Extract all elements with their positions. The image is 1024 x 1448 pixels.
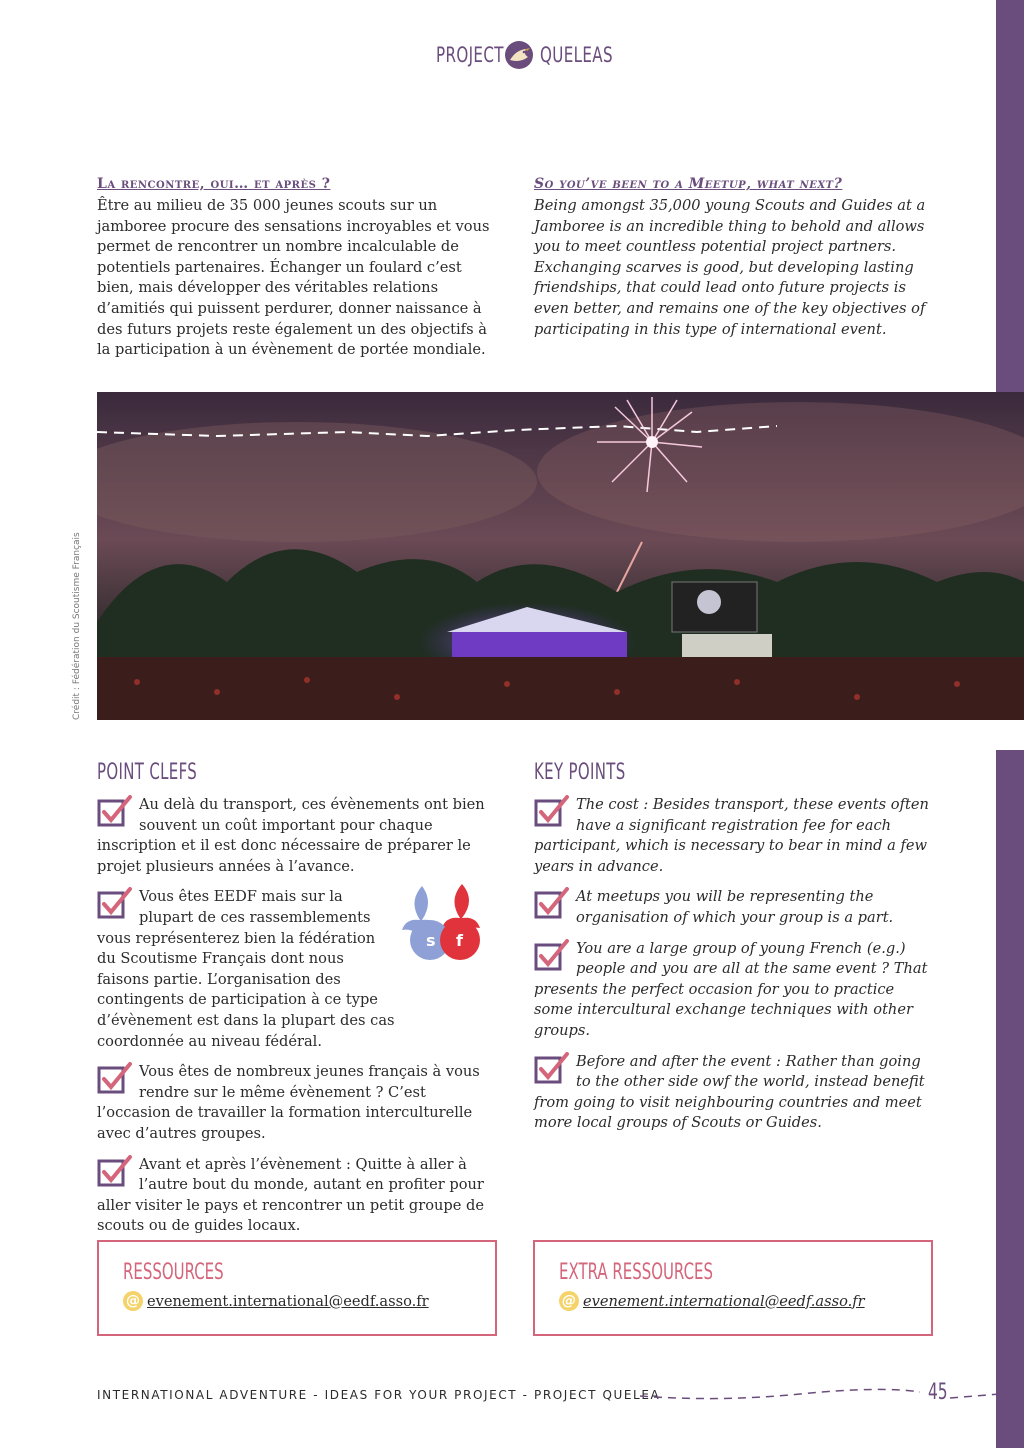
intro-en [534,176,934,340]
checkbox-icon [534,887,570,919]
intro-fr [97,176,497,361]
logo-word-left: PROJECT [436,43,504,67]
key-point-fr-1 [97,795,497,877]
resources-fr-email-link[interactable]: evenement.international@eedf.asso.fr [147,1292,429,1310]
resources-en-title: EXTRA RESSOURCES [559,1260,713,1285]
checkbox-icon [97,887,133,919]
key-point-en-1-text: The cost : Besides transport, these events often have a significant registration fee for each participant, which is necessary to bear in mind a few years in advance. [534,796,929,875]
key-point-en-2 [534,887,934,928]
checkbox-icon [534,795,570,827]
photo-credit: Crédit : Fédération du Scoutisme Français [72,532,82,720]
key-points-fr-title: POINT CLEFS [97,760,198,785]
footer-text: INTERNATIONAL ADVENTURE - IDEAS FOR YOUR PROJECT - PROJECT QUELEA [97,1388,661,1402]
key-point-fr-3 [97,1062,497,1144]
page-number: 45 [928,1380,948,1405]
key-point-en-4-text: Before and after the event : Rather than going to the other side owf the world, instead benefit from going to visit neighbouring countries and meet more local groups of Scouts or Guides. [534,1052,925,1132]
key-points-en-title: KEY POINTS [534,760,626,785]
intro-en-body: Being amongst 35,000 young Scouts and Guides at a Jamboree is an incredible thing to behold and allows you to meet countless potential project partners. Exchanging scarves is good, but developing lasting friendships, that could lead onto future projects is even better, and remains one of the key objectives of participating in this type of international event. [534,197,926,338]
resources-en-line [559,1291,907,1311]
checkbox-icon [534,1052,570,1084]
key-point-fr-4 [97,1155,497,1237]
resources-en-email-link[interactable]: evenement.international@eedf.asso.fr [583,1292,865,1310]
svg-text:s: s [426,931,436,950]
key-point-fr-2-text: Vous êtes EEDF mais sur la plupart de ces rassemblements vous représenterez bien la fédération du Scoutisme Français dont nous faisons partie. L’organisation des contingents de participation à ce type d’évènement est dans la plupart des cas coordonnée au niveau fédéral. [97,888,395,1050]
photo-illustration [97,392,1024,720]
key-point-fr-3-text: Vous êtes de nombreux jeunes français à vous rendre sur le même évènement ? C’est l’occasion de travailler la formation interculturelle avec d’autres groupes. [97,1063,480,1142]
checkbox-icon [97,795,133,827]
svg-text:f: f [456,931,463,950]
key-point-en-4 [534,1052,934,1134]
checkbox-icon [534,939,570,971]
quelea-bird-icon [504,40,534,70]
key-point-en-3-text: You are a large group of young French (e.g.) people and you are all at the same event ? That presents the perfect occasion for you to practice some intercultural exchange techniques with other groups. [534,939,928,1039]
key-point-fr-2 [97,887,397,1052]
key-point-fr-4-text: Avant et après l’évènement : Quitte à aller à l’autre bout du monde, autant en profiter pour aller visiter le pays et rencontrer un petit groupe de scouts ou de guides locaux. [97,1155,484,1235]
intro-fr-title: La rencontre, oui… et après ? [97,176,331,192]
resources-box-fr [97,1240,497,1336]
scoutisme-francais-logo [400,882,492,968]
key-points-fr [97,760,497,1247]
key-point-en-3 [534,939,934,1042]
header-logo [436,40,613,70]
key-points-en [534,760,934,1144]
resources-box-en [533,1240,933,1336]
checkbox-icon [97,1062,133,1094]
intro-fr-body: Être au milieu de 35 000 jeunes scouts sur un jamboree procure des sensations incroyables et vous permet de rencontrer un nombre incalculable de potentiels partenaires. Échanger un foulard c’est bien, mais développer des véritables relations d’amitiés qui puissent perdurer, donner naissance à des futurs projets reste également un des objectifs à la participation à un évènement de portée mondiale. [97,197,490,359]
jamboree-fireworks-photo [97,392,1024,720]
key-point-en-2-text: At meetups you will be representing the organisation of which your group is a part. [576,888,894,926]
key-point-fr-1-text: Au delà du transport, ces évènements ont bien souvent un coût important pour chaque inscription et il est donc nécessaire de préparer le projet plusieurs années à l’avance. [97,796,485,875]
sidebar-gap [996,720,1024,750]
key-point-en-1 [534,795,934,877]
at-sign-icon: @ [123,1291,143,1311]
resources-fr-title: RESSOURCES [123,1260,224,1285]
resources-fr-line [123,1291,471,1311]
intro-en-title: So you’ve been to a Meetup, what next? [534,176,843,192]
logo-word-right: QUELEAS [540,43,613,67]
checkbox-icon [97,1155,133,1187]
at-sign-icon: @ [559,1291,579,1311]
